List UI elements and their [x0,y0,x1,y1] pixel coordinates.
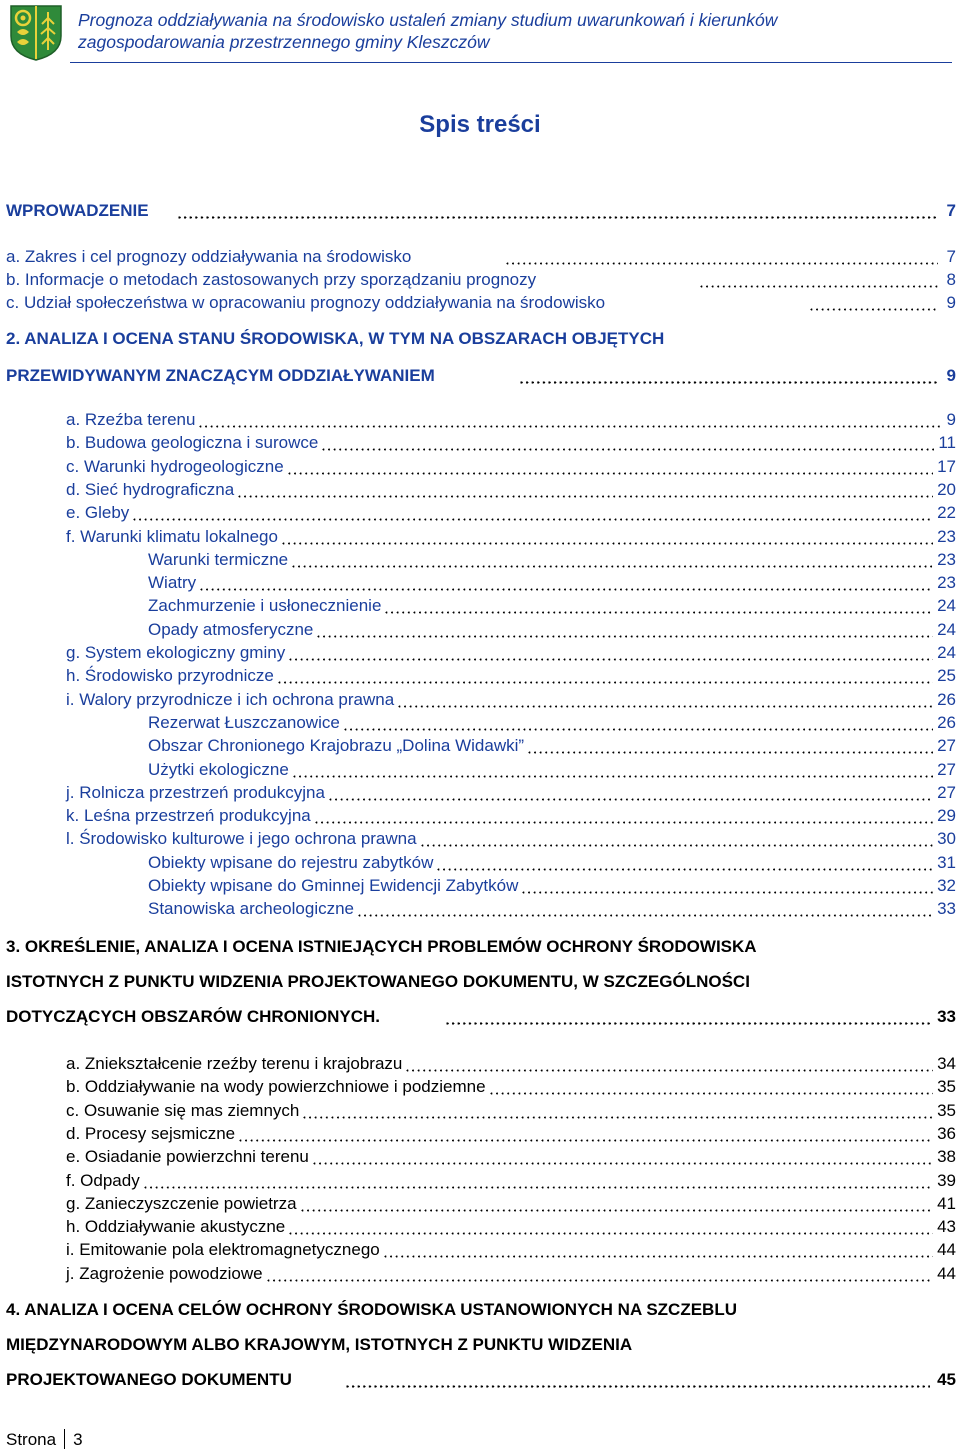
toc-entry[interactable] [0,1053,960,1079]
toc-leader-dots [329,798,933,801]
toc-entry-label: d. Procesy sejsmiczne [66,1123,236,1143]
toc-leader-dots [289,658,933,661]
toc-entry-label: a. Rzeźba terenu [66,410,196,429]
toc-leader-dots [522,891,933,894]
toc-entry-page: 25 [937,666,956,686]
toc-leader-dots [282,542,933,545]
toc-entry-section-3[interactable] [0,1006,960,1032]
toc-entry[interactable] [0,689,960,715]
toc-entry-page: 30 [937,829,956,849]
toc-entry[interactable] [0,828,960,854]
toc-leader-dots [200,588,933,591]
toc-entry[interactable] [0,1146,960,1172]
toc-entry-label: b. Budowa geologiczna i surowce [66,433,319,453]
toc-entry[interactable] [0,595,960,621]
toc-entry-page: 44 [937,1240,956,1260]
toc-leader-dots [303,1116,933,1119]
toc-entry[interactable] [0,852,960,878]
page-footer [6,1429,83,1450]
toc-entry-page: 38 [937,1147,956,1167]
toc-leader-dots [293,775,933,778]
toc-entry[interactable] [0,875,960,901]
toc-entry[interactable] [0,1263,960,1289]
toc-entry-label: j. Zagrożenie powodziowe [66,1263,263,1283]
toc-entry-introduction[interactable] [0,200,960,226]
toc-entry-label: h. Środowisko przyrodnicze [66,666,274,686]
toc-entry-label: g. Zanieczyszczenie powietrza [66,1193,297,1213]
toc-entry-label: Opady atmosferyczne [148,619,314,639]
toc-leader-dots [301,1209,933,1212]
toc-leader-dots [520,381,938,384]
toc-entry-page: 24 [937,643,956,662]
toc-entry-page: 43 [937,1217,956,1237]
toc-entry-page: 26 [937,712,956,732]
toc-leader-dots [437,868,933,871]
toc-leader-dots [317,635,933,638]
toc-leader-dots [506,262,938,265]
toc-leader-dots [385,611,933,614]
toc-entry[interactable] [0,572,960,598]
toc-entry-label: b. Informacje o metodach zastosowanych przy sporządzaniu prognozy [6,270,537,289]
toc-entry-page: 32 [937,876,956,895]
toc-entry[interactable] [0,619,960,645]
toc-entry[interactable] [0,898,960,924]
toc-entry[interactable] [0,1100,960,1126]
toc-leader-dots [528,751,933,754]
toc-entry[interactable] [0,1239,960,1265]
toc-leader-dots [421,844,933,847]
toc-leader-dots [346,1385,930,1388]
toc-entry-page: 24 [937,619,956,639]
toc-entry-page: 33 [937,899,956,919]
toc-leader-dots [700,285,938,288]
toc-entry[interactable] [0,665,960,691]
toc-entry[interactable] [0,1216,960,1242]
toc-entry[interactable] [0,642,960,668]
toc-leader-dots [292,565,933,568]
toc-entry-label: DOTYCZĄCYCH OBSZARÓW CHRONIONYCH. [6,1007,380,1026]
toc-entry[interactable] [0,409,960,435]
toc-leader-dots [384,1255,933,1258]
toc-entry-label: Warunki termiczne [148,549,289,569]
toc-entry-label: d. Sieć hydrograficzna [66,479,235,499]
footer-label: Strona [6,1430,57,1449]
toc-entry-label: c. Udział społeczeństwa w opracowaniu prognozy oddziaływania na środowisko [6,293,606,312]
toc-entry-page: 27 [937,759,956,779]
toc-entry-label: c. Osuwanie się mas ziemnych [66,1100,300,1120]
toc-entry-label: Obiekty wpisane do Gminnej Ewidencji Zabytków [148,876,519,895]
toc-entry-label: Wiatry [148,573,197,593]
toc-entry-page: 9 [946,410,956,429]
toc-entry-label: Zachmurzenie i usłonecznienie [148,596,382,616]
toc-entry-page: 27 [937,736,956,756]
toc-entry-page: 26 [937,689,956,709]
toc-entry-page: 45 [937,1370,956,1389]
toc-entry[interactable] [0,782,960,808]
footer-page-number: 3 [73,1430,83,1449]
toc-entry-page: 33 [937,1007,956,1026]
toc-leader-dots [810,308,938,311]
toc-leader-dots [133,518,933,521]
toc-leader-dots [322,448,934,451]
toc-entry-label: PRZEWIDYWANYM ZNACZĄCYM ODDZIAŁYWANIEM [6,366,435,385]
toc-leader-dots [144,1186,933,1189]
toc-entry-page: 17 [937,456,956,476]
toc-entry-label: e. Gleby [66,503,130,523]
toc-entry-page: 11 [938,433,956,453]
toc-section-4-heading-cont[interactable]: MIĘDZYNARODOWYM ALBO KRAJOWYM, ISTOTNYCH Z PUNKTU WIDZENIA [6,1335,633,1354]
toc-leader-dots [344,728,933,731]
toc-leader-dots [239,1139,933,1142]
toc-entry[interactable] [0,456,960,482]
toc-entry-label: Stanowiska archeologiczne [148,899,355,919]
toc-entry[interactable] [0,1123,960,1149]
toc-leader-dots [315,821,933,824]
toc-leader-dots [278,681,933,684]
toc-entry-label: l. Środowisko kulturowe i jego ochrona prawna [66,829,417,849]
toc-leader-dots [238,495,933,498]
toc-leader-dots [267,1279,933,1282]
toc-entry-section-2[interactable] [0,365,960,391]
toc-leader-dots [398,705,933,708]
toc-leader-dots [490,1092,933,1095]
toc-leader-dots [313,1162,933,1165]
toc-entry-page: 8 [946,270,956,289]
toc-entry-page: 23 [937,573,956,593]
toc-entry[interactable] [0,432,960,458]
toc-entry-label: Rezerwat Łuszczanowice [148,712,340,732]
toc-entry-label: b. Oddziaływanie na wody powierzchniowe i podziemne [66,1077,486,1097]
toc-entry-page: 7 [946,247,956,266]
toc-entry-page: 9 [946,366,956,385]
toc-entry-label: WPROWADZENIE [6,201,149,220]
toc-leader-dots [289,1232,933,1235]
toc-entry-label: h. Oddziaływanie akustyczne [66,1217,286,1237]
toc-entry-page: 35 [937,1100,956,1120]
toc-entry-label: i. Emitowanie pola elektromagnetycznego [66,1240,380,1260]
toc-entry-page: 39 [937,1170,956,1190]
toc-entry[interactable] [0,805,960,831]
toc-entry[interactable] [0,712,960,738]
toc-entry-page: 27 [937,782,956,802]
toc-entry-label: f. Warunki klimatu lokalnego [66,526,278,546]
toc-entry[interactable] [0,479,960,505]
toc-leader-dots [446,1022,930,1025]
toc-entry-page: 29 [937,806,956,826]
toc-entry-label: e. Osiadanie powierzchni terenu [66,1147,309,1167]
toc-entry-label: c. Warunki hydrogeologiczne [66,456,284,476]
toc-entry-label: a. Zakres i cel prognozy oddziaływania na środowisko [6,247,412,266]
toc-entry-page: 34 [937,1054,956,1073]
toc-entry-page: 36 [937,1123,956,1143]
toc-entry[interactable] [0,502,960,528]
toc-leader-dots [199,425,943,428]
toc-entry-page: 9 [946,293,956,312]
toc-entry-page: 23 [937,549,956,569]
page-title: Spis treści [419,111,541,138]
toc-entry-label: f. Odpady [66,1170,140,1190]
toc-section-2-heading[interactable]: 2. ANALIZA I OCENA STANU ŚRODOWISKA, W TYM NA OBSZARACH OBJĘTYCH [6,329,665,348]
toc-section-3-heading-cont[interactable]: ISTOTNYCH Z PUNKTU WIDZENIA PROJEKTOWANEGO DOKUMENTU, W SZCZEGÓLNOŚCI [6,972,750,991]
toc-entry[interactable] [0,549,960,575]
toc-leader-dots [178,216,938,219]
toc-entry-label: Użytki ekologiczne [148,759,289,779]
toc-entry-label: PROJEKTOWANEGO DOKUMENTU [6,1370,292,1389]
toc-entry-page: 22 [937,503,956,523]
toc-entry-label: Obszar Chronionego Krajobrazu „Dolina Widawki” [148,736,525,756]
toc-leader-dots [406,1069,933,1072]
toc-entry-intro-c[interactable] [0,292,960,318]
toc-entry[interactable] [0,526,960,552]
toc-entry[interactable] [0,1193,960,1219]
toc-entry-page: 24 [937,596,956,616]
toc-entry-page: 41 [937,1193,956,1213]
toc-entry-page: 23 [937,526,956,546]
toc-entry-page: 44 [937,1263,956,1283]
footer-divider [64,1429,65,1449]
toc-entry[interactable] [0,759,960,785]
toc-entry-label: a. Zniekształcenie rzeźby terenu i krajobrazu [66,1054,403,1073]
header-title-line-1: Prognoza oddziaływania na środowisko ustaleń zmiany studium uwarunkowań i kierunków [78,10,778,30]
toc-entry[interactable] [0,1076,960,1102]
toc-section-4-heading[interactable]: 4. ANALIZA I OCENA CELÓW OCHRONY ŚRODOWISKA USTANOWIONYCH NA SZCZEBLU [6,1300,737,1319]
toc-entry-page: 35 [937,1077,956,1097]
toc-entry-label: k. Leśna przestrzeń produkcyjna [66,806,311,826]
toc-entry-page: 7 [946,201,956,220]
toc-entry-page: 31 [937,852,956,872]
toc-entry-label: g. System ekologiczny gminy [66,643,286,662]
toc-entry-label: i. Walory przyrodnicze i ich ochrona prawna [66,689,395,709]
header-title-line-2: zagospodarowania przestrzennego gminy Kleszczów [78,32,490,52]
toc-entry-label: Obiekty wpisane do rejestru zabytków [148,852,434,872]
toc-entry-label: j. Rolnicza przestrzeń produkcyjna [66,782,325,802]
toc-entry-section-4[interactable] [0,1369,960,1395]
toc-entry[interactable] [0,1170,960,1196]
toc-leader-dots [288,472,933,475]
toc-section-3-heading[interactable]: 3. OKREŚLENIE, ANALIZA I OCENA ISTNIEJĄCYCH PROBLEMÓW OCHRONY ŚRODOWISKA [6,937,757,956]
toc-entry[interactable] [0,735,960,761]
toc-entry-page: 20 [937,479,956,499]
toc-leader-dots [358,914,933,917]
